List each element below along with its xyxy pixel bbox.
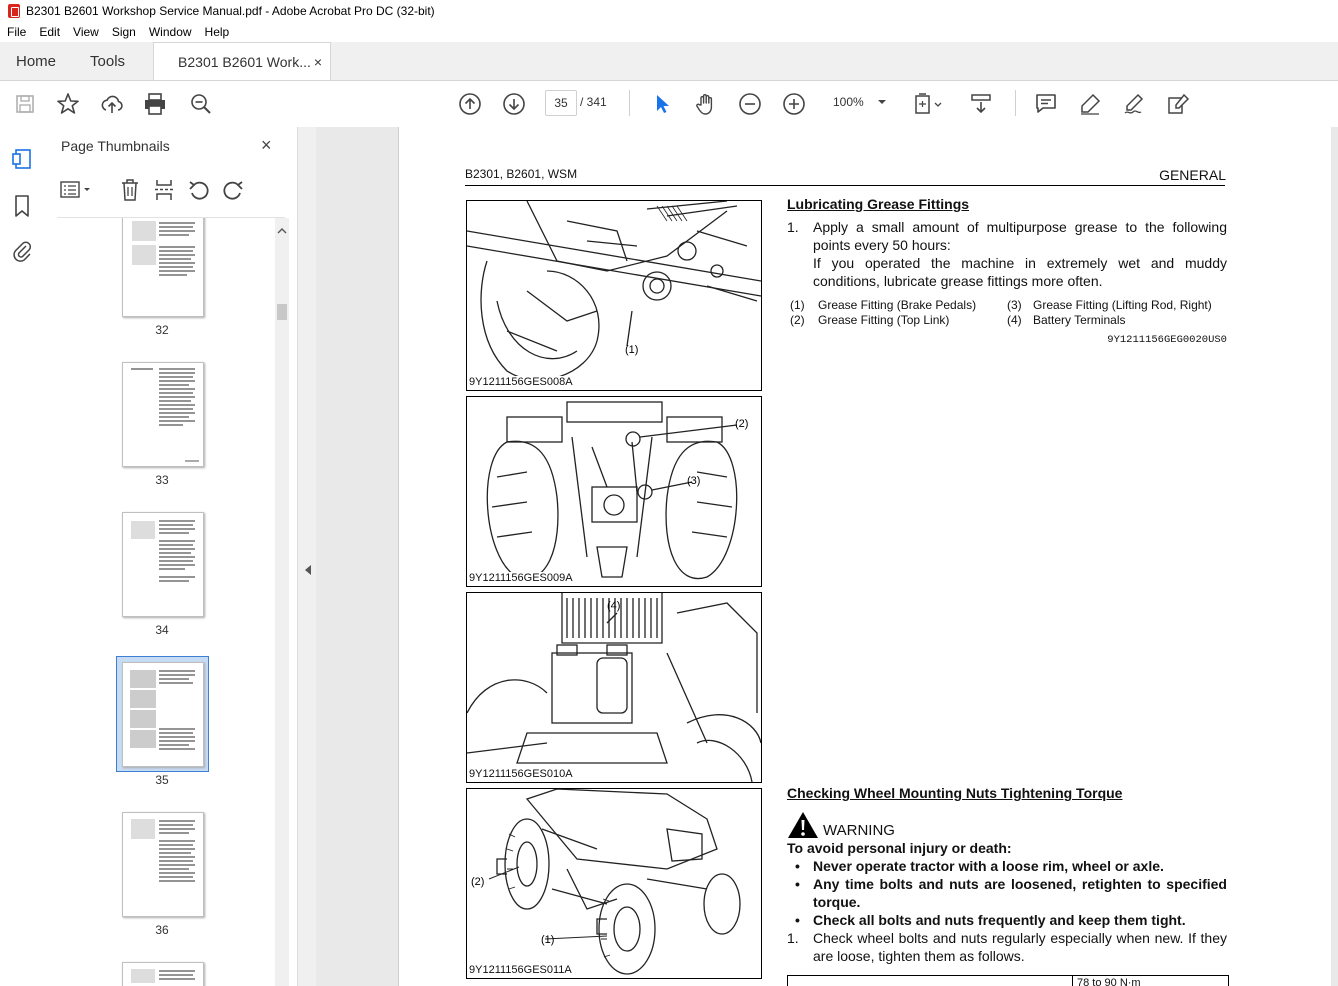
- step-text: Check wheel bolts and nuts regularly especially when new. If they are loose, tighten them as follows.: [813, 930, 1227, 964]
- pdf-page: [398, 127, 1331, 986]
- scroll-up-arrow-icon[interactable]: [277, 222, 287, 240]
- menu-help[interactable]: Help: [204, 25, 230, 39]
- figure-legend: [787, 298, 1227, 328]
- bookmark-star-icon[interactable]: [55, 91, 81, 117]
- thumbnail-number: 36: [155, 923, 169, 937]
- scrollbar-thumb[interactable]: [277, 304, 287, 320]
- chevron-down-icon: [877, 95, 887, 109]
- step-number: 1.: [787, 930, 799, 946]
- collapse-panel-icon[interactable]: [304, 563, 312, 581]
- main-toolbar: [0, 81, 1338, 128]
- header-rule: [465, 185, 1225, 186]
- panel-title: Page Thumbnails: [61, 138, 170, 154]
- callout-1: (1): [625, 344, 639, 356]
- section-title: Lubricating Grease Fittings: [787, 196, 970, 212]
- title-bar: [0, 0, 1338, 22]
- next-page-icon[interactable]: [501, 91, 527, 117]
- upload-cloud-icon[interactable]: [99, 91, 125, 117]
- figure-caption: 9Y1211156GES008A: [469, 376, 573, 388]
- edit-pdf-icon[interactable]: [1165, 91, 1191, 117]
- callout-2: (2): [471, 876, 485, 888]
- select-cursor-icon[interactable]: [649, 91, 675, 117]
- attachments-paperclip-icon[interactable]: [11, 240, 33, 269]
- zoom-level-select[interactable]: [827, 90, 893, 114]
- scroll-mode-icon[interactable]: [968, 91, 994, 117]
- bookmarks-icon[interactable]: [11, 194, 33, 223]
- warning-label: WARNING: [823, 822, 895, 839]
- page-number-input[interactable]: 35: [545, 90, 577, 116]
- page-thumbnails-icon[interactable]: [11, 147, 35, 176]
- window-title: B2301 B2601 Workshop Service Manual.pdf - Adobe Acrobat Pro DC (32-bit): [26, 4, 435, 18]
- tab-document[interactable]: [153, 42, 331, 80]
- menu-view[interactable]: View: [73, 25, 99, 39]
- highlight-pen-icon[interactable]: [1077, 91, 1103, 117]
- legend-item: (1) Grease Fitting (Brake Pedals): [790, 298, 977, 312]
- figure-caption: 9Y1211156GES010A: [469, 768, 573, 780]
- callout-1: (1): [541, 934, 555, 946]
- callout-3: (3): [687, 475, 701, 487]
- page-fit-icon[interactable]: [913, 91, 947, 117]
- page-header-left: B2301, B2601, WSM: [465, 167, 578, 181]
- callout-4: (4): [607, 600, 621, 612]
- zoom-out-icon[interactable]: [737, 91, 763, 117]
- thumbnail-page-35[interactable]: [122, 662, 204, 767]
- warning-intro: To avoid personal injury or death:: [787, 840, 1012, 856]
- acrobat-app-icon: [8, 4, 20, 18]
- insert-page-icon[interactable]: [153, 178, 175, 207]
- delete-page-icon[interactable]: [119, 178, 141, 207]
- legend-item: (2) Grease Fitting (Top Link): [790, 313, 950, 327]
- menu-file[interactable]: File: [7, 25, 27, 39]
- menu-sign[interactable]: Sign: [111, 25, 136, 39]
- figure-brake-pedals: [466, 200, 762, 391]
- toolbar-separator: [629, 90, 630, 116]
- reference-code: 9Y1211156GEG0020US0: [1107, 334, 1227, 346]
- tab-bar: [0, 42, 1338, 81]
- torque-table: [787, 975, 1229, 986]
- document-viewer[interactable]: [316, 127, 1338, 986]
- thumbnail-number: 35: [155, 773, 169, 787]
- warning-bullet: • Any time bolts and nuts are loosened, retighten to specified torque.: [795, 876, 1227, 910]
- warning-bullet: • Never operate tractor with a loose rim, wheel or axle.: [795, 858, 1164, 874]
- legend-item: (4) Battery Terminals: [1007, 313, 1126, 327]
- step-1: [787, 929, 1227, 965]
- left-navigation-rail: [0, 127, 46, 986]
- step-1: [787, 218, 1227, 290]
- warning-heading: [787, 811, 1227, 839]
- thumbnail-page-37[interactable]: [122, 962, 204, 986]
- figure-caption: 9Y1211156GES011A: [469, 964, 572, 976]
- warning-triangle-icon: [787, 811, 819, 839]
- warning-bullet: • Check all bolts and nuts frequently and keep them tight.: [795, 912, 1186, 928]
- figure-caption: 9Y1211156GES009A: [469, 572, 573, 584]
- fill-sign-icon[interactable]: [1121, 91, 1147, 117]
- thumbnail-number: 33: [155, 473, 169, 487]
- thumbnail-scrollbar[interactable]: [275, 218, 289, 986]
- thumbnail-page-34[interactable]: [122, 512, 204, 617]
- page-thumbnails-panel: [45, 127, 297, 986]
- options-menu-icon[interactable]: [59, 179, 95, 206]
- toolbar-separator: [1015, 90, 1016, 116]
- close-panel-icon[interactable]: ×: [261, 135, 272, 155]
- callout-2: (2): [735, 418, 749, 430]
- tab-home[interactable]: Home: [16, 52, 57, 70]
- menu-window[interactable]: Window: [148, 25, 192, 39]
- thumbnail-page-33[interactable]: [122, 362, 204, 467]
- legend-item: (3) Grease Fitting (Lifting Rod, Right): [1007, 298, 1212, 312]
- thumbnail-number: 34: [155, 623, 169, 637]
- figure-tractor-wheels: [466, 788, 762, 979]
- figure-battery-terminals: [466, 592, 762, 783]
- step-number: 1.: [787, 219, 799, 235]
- section-title: Checking Wheel Mounting Nuts Tightening Torque: [787, 785, 1123, 801]
- tab-document-label: B2301 B2601 Work...: [178, 53, 311, 70]
- previous-page-icon[interactable]: [457, 91, 483, 117]
- section-wheel-nuts-torque: [787, 785, 1227, 986]
- thumbnail-list: [57, 217, 285, 986]
- hand-tool-icon[interactable]: [693, 91, 719, 117]
- thumbnail-page-32[interactable]: [122, 217, 204, 317]
- torque-value-cell: 78 to 90 N·m: [1072, 976, 1145, 986]
- thumbnail-page-36[interactable]: [122, 812, 204, 917]
- zoom-in-icon[interactable]: [781, 91, 807, 117]
- page-total-label: / 341: [580, 95, 607, 109]
- rotate-right-icon[interactable]: [221, 178, 245, 207]
- section-lubricating-grease: [787, 196, 1227, 346]
- panel-splitter[interactable]: [297, 127, 317, 986]
- zoom-search-icon[interactable]: [188, 91, 214, 117]
- step-text-line1: Apply a small amount of multipurpose grease to the following points every 50 hours:: [813, 219, 1227, 253]
- menu-edit[interactable]: Edit: [39, 25, 61, 39]
- step-text-line2: If you operated the machine in extremely wet and muddy conditions, lubricate grease fittings more often.: [813, 255, 1227, 289]
- comment-icon[interactable]: [1033, 91, 1059, 117]
- thumbnail-number: 32: [155, 323, 169, 337]
- menu-bar: [0, 22, 1338, 42]
- save-icon[interactable]: [12, 91, 38, 117]
- rotate-left-icon[interactable]: [187, 178, 211, 207]
- figure-top-link-lifting-rod: [466, 396, 762, 587]
- page-header-right: GENERAL: [1159, 167, 1226, 183]
- close-tab-icon[interactable]: ×: [313, 53, 323, 70]
- tab-tools[interactable]: Tools: [90, 52, 126, 70]
- print-icon[interactable]: [142, 91, 168, 117]
- zoom-level-value: 100%: [833, 95, 864, 109]
